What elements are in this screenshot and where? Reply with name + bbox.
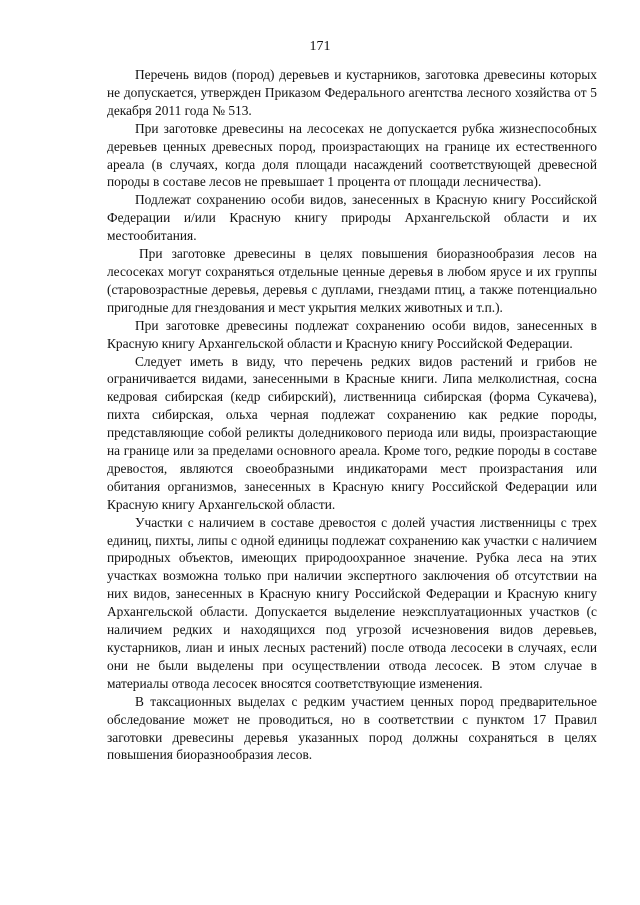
paragraph-4: При заготовке древесины в целях повышения биоразнообразия лесов на лесосеках могут сохраняться отдельные ценные деревья в любом ярусе и их группы (старовозрастные деревья, деревья с дуплами, гнездами птиц, а также потенциально пригодные для гнездования и мест укрытия мелких животных и т.п.). <box>107 246 597 315</box>
paragraph-5: При заготовке древесины подлежат сохранению особи видов, занесенных в Красную книгу Архангельской области и Красную книгу Российской Федерации. <box>107 317 597 351</box>
paragraph-7: Участки с наличием в составе древостоя с долей участия лиственницы с трех единиц, пихты, липы с одной единицы подлежат сохранению как участки с наличием природных объектов, имеющих природоохранное значение. Рубка леса на этих участках возможна только при наличии экспертного заключения об отсутствии на них видов, занесенных в Красную книгу Российской Федерации и Красную книгу Архангельской области. Допускается выделение неэксплуатационных участков (с наличием редких и находящихся под угрозой исчезновения видов деревьев, кустарников, лиан и иных лесных растений) после отвода лесосеки в случаях, если они не были выделены при осуществлении отвода лесосек. В этом случае в материалы отвода лесосек вносятся соответствующие изменения. <box>107 514 597 691</box>
paragraph-1: Перечень видов (пород) деревьев и кустарников, заготовка древесины которых не допускается, утвержден Приказом Федерального агентства лесного хозяйства от 5 декабря 2011 года № 513. <box>107 67 597 118</box>
paragraph-3: Подлежат сохранению особи видов, занесенных в Красную книгу Российской Федерации и/или Красную книгу природы Архангельской области и их местообитания. <box>107 192 597 244</box>
paragraph-8: В таксационных выделах с редким участием ценных пород предварительное обследование может не проводиться, но в соответствии с пунктом 17 Правил заготовки древесины деревья указанных пород должны сохраняться в целях повышения биоразнообразия лесов. <box>107 693 597 763</box>
paragraph-2: При заготовке древесины на лесосеках не допускается рубка жизнеспособных деревьев ценных древесных пород, произрастающих на границе их естественного ареала (в случаях, когда доля площади насаждений соответствующей древесной породы в составе лесов не превышает 1 процента от площади лесничества). <box>107 120 597 190</box>
paragraph-6: Следует иметь в виду, что перечень редких видов растений и грибов не ограничивается видами, занесенными в Красные книги. Липа мелколистная, сосна кедровая сибирская (кедр сибирский), лиственница сибирская (форма Сукачева), пихта сибирская, ольха черная подлежат сохранению как редкие породы, представляющие собой реликты доледникового периода или виды, произрастающие на границе или за пределами основного ареала. Кроме того, редкие породы в составе древостоя, являются своеобразными индикаторами мест произрастания или обитания организмов, занесенных в Красную книгу Российской Федерации или Красную книгу Архангельской области. <box>107 353 597 512</box>
document-body <box>107 66 597 764</box>
page-number: 171 <box>309 39 331 54</box>
